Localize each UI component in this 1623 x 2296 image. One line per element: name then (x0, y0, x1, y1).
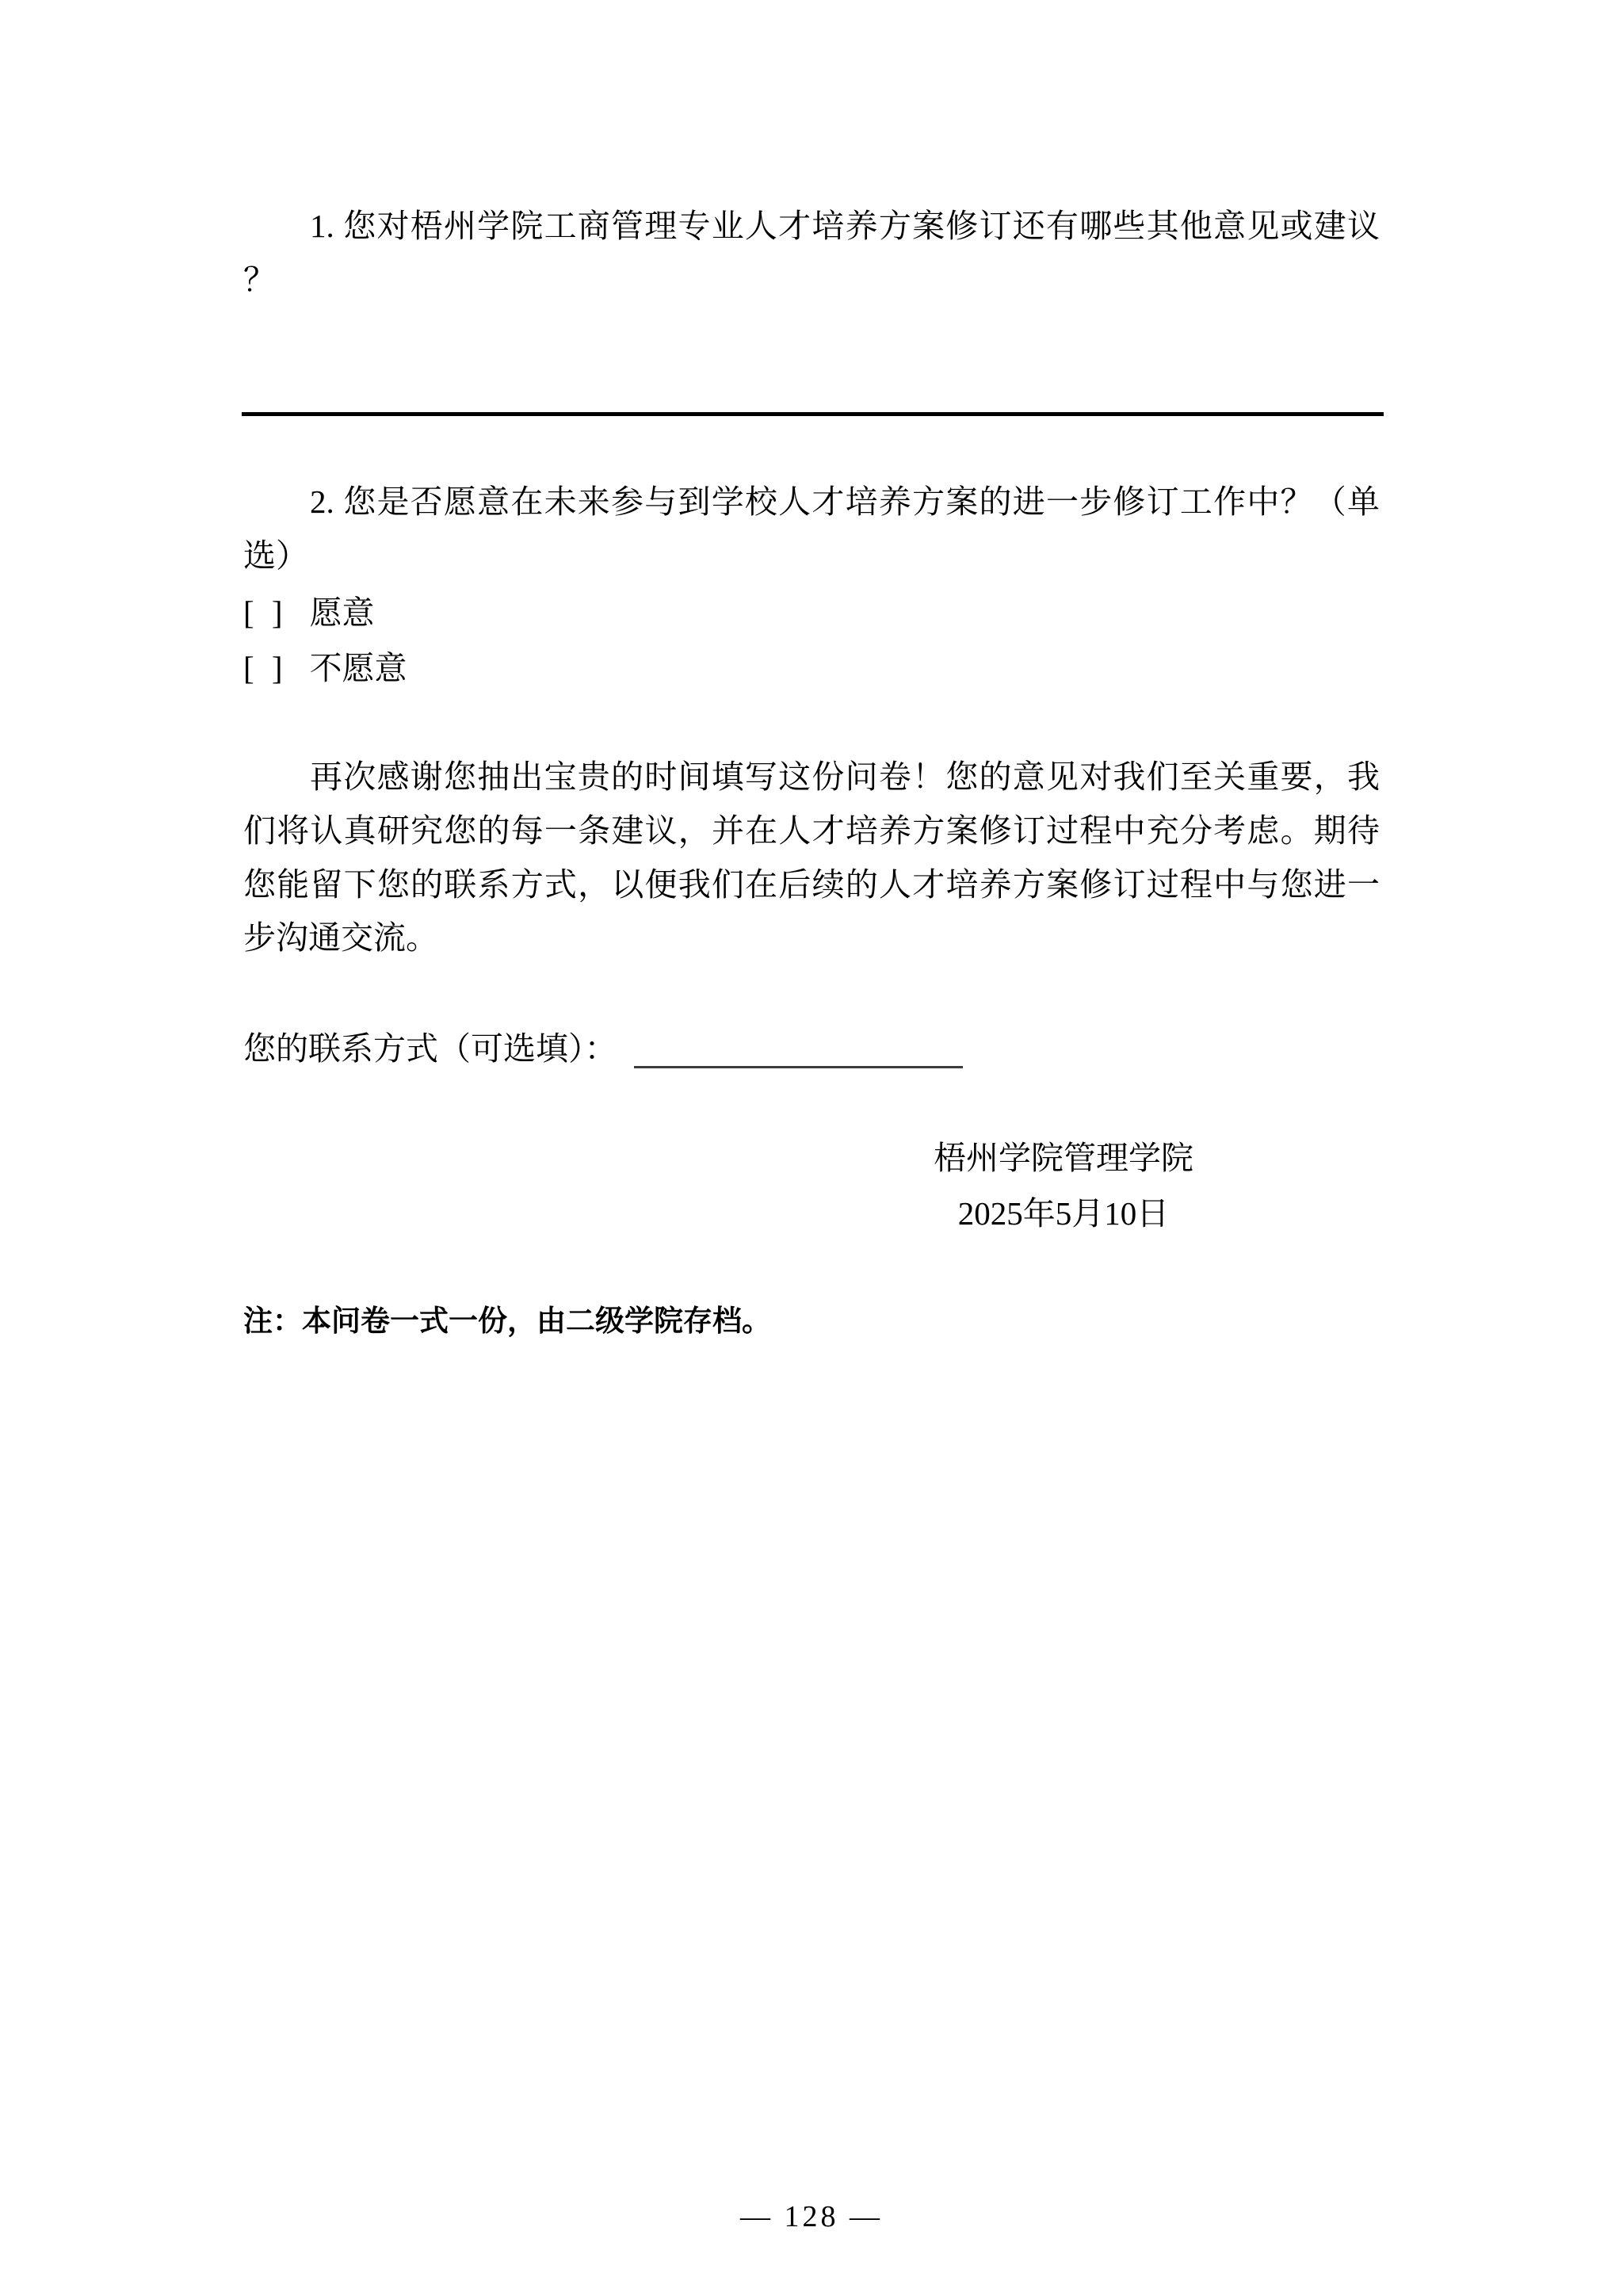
signature-date: 2025年5月10日 (957, 1195, 1170, 1232)
question1-line-2: ？ (243, 262, 276, 298)
checkbox-unwilling[interactable]: [ ] (243, 650, 288, 686)
closing-paragraph-line-4: 步沟通交流。 (243, 919, 438, 956)
closing-paragraph-line-1: 再次感谢您抽出宝贵的时间填写这份问卷！您的意见对我们至关重要，我 (310, 758, 1380, 795)
option-label-willing: 愿意 (309, 594, 375, 631)
option-row-willing (243, 586, 1380, 640)
closing-paragraph-line-3: 您能留下您的联系方式，以便我们在后续的人才培养方案修订过程中与您进一 (243, 866, 1380, 903)
question2-line-2: 选） (243, 537, 308, 574)
question2-line-1: 2. 您是否愿意在未来参与到学校人才培养方案的进一步修订工作中？（单 (310, 483, 1380, 520)
checkbox-willing[interactable]: [ ] (243, 594, 288, 631)
question1-line-1: 1. 您对梧州学院工商管理专业人才培养方案修订还有哪些其他意见或建议 (310, 208, 1380, 244)
signature-block (810, 1130, 1317, 1241)
page-number: — 128 — (740, 2200, 883, 2233)
archive-note: 注：本问卷一式一份，由二级学院存档。 (243, 1305, 771, 1337)
contact-input-line[interactable] (634, 1066, 963, 1068)
section-divider (242, 412, 1384, 416)
closing-paragraph-line-2: 们将认真研究您的每一条建议，并在人才培养方案修订过程中充分考虑。期待 (243, 812, 1380, 849)
signature-org: 梧州学院管理学院 (934, 1140, 1193, 1176)
option-label-unwilling: 不愿意 (309, 650, 407, 686)
option-row-unwilling (243, 641, 1380, 695)
contact-label: 您的联系方式（可选填）： (243, 1030, 617, 1067)
